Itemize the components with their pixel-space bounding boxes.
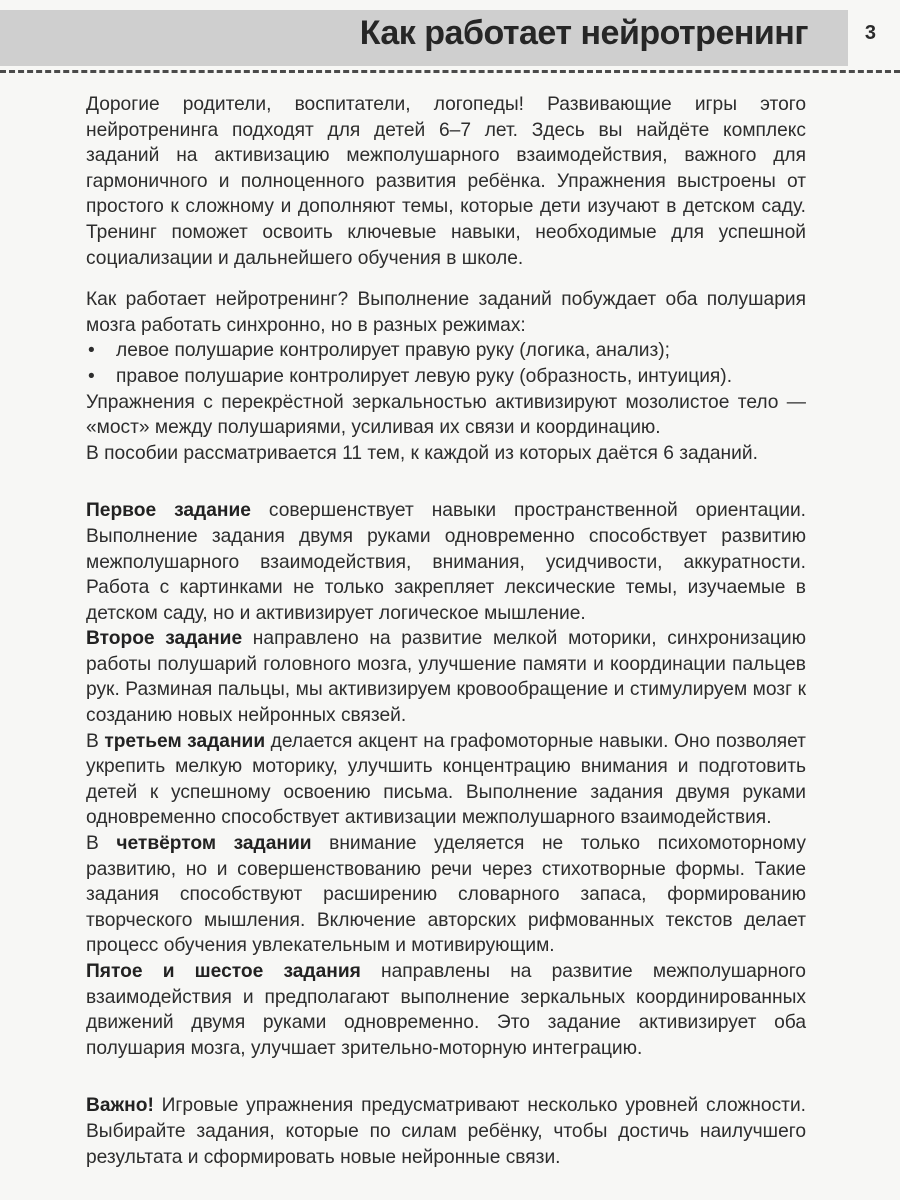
task-4-paragraph <box>86 831 806 959</box>
task-2-paragraph <box>86 626 806 728</box>
task-1-text: совершенствует навыки пространственной ориентации. Выполнение задания двумя руками одновременно способствует развитию межполушарного взаимодействия, внимания, усидчивости, аккуратности. Работа с картинками не только закрепляет лексические темы, изучаемые в детском саду, но и активизирует логическое мышление. <box>86 500 806 624</box>
task-5-6-paragraph <box>86 959 806 1061</box>
task-3-paragraph <box>86 729 806 831</box>
page-body <box>86 92 806 1170</box>
task-4-title: четвёртом задании <box>116 833 312 855</box>
task-3-text: делается акцент на графомоторные навыки. Оно позволяет укрепить мелкую моторику, улучшить концентрацию внимания и подготовить детей к успешному освоению письма. Выполнение задания двумя руками одновременно способствует активизации межполушарного взаимодействия. <box>86 730 806 829</box>
important-paragraph <box>86 1093 806 1170</box>
page-title: Как работает нейротренинг <box>359 14 808 52</box>
task-4-prefix: В <box>86 833 117 855</box>
topics-count-paragraph: В пособии рассматривается 11 тем, к каждой из которых даётся 6 заданий. <box>86 442 758 464</box>
hemisphere-list <box>86 338 806 389</box>
task-5-6-title: Пятое и шестое задания <box>86 961 361 982</box>
task-5-6-text: направлены на развитие межполушарного взаимодействия и предполагают выполнение зеркальных координированных движений двумя руками одновременно. Это задание активизирует оба полушария мозга, улучшает зрительно-моторную интеграцию. <box>86 961 806 1059</box>
page-number: 3 <box>864 22 876 44</box>
important-text: Игровые упражнения предусматривают несколько уровней сложности. Выбирайте задания, которые по силам ребёнку, чтобы достичь наилучшего результата и сформировать новые нейронные связи. <box>86 1095 806 1168</box>
task-2-title: Второе задание <box>86 628 243 650</box>
task-1-paragraph <box>86 498 806 626</box>
header-dashed-divider <box>0 70 900 73</box>
task-4-text: внимание уделяется не только психомоторному развитию, но и совершенствованию речи через стихотворные формы. Такие задания способствуют расширению словарного запаса, формированию творческого мышления. Включение авторских рифмованных текстов делает процесс обучения увлекательным и мотивирующим. <box>86 833 806 957</box>
task-3-title: третьем задании <box>104 730 266 752</box>
important-label: Важно! <box>86 1095 154 1117</box>
list-item: • правое полушарие контролирует левую руку (образность, интуиция). <box>86 364 806 390</box>
list-item: • левое полушарие контролирует правую руку (логика, анализ); <box>86 338 806 364</box>
task-1-title: Первое задание <box>86 500 251 522</box>
how-it-works-paragraph: Как работает нейротренинг? Выполнение заданий побуждает оба полушария мозга работать синхронно, но в разных режимах: <box>86 289 806 336</box>
corpus-callosum-paragraph: Упражнения с перекрёстной зеркальностью активизируют мозолистое тело — «мост» между полушариями, усиливая их связи и координацию. <box>86 391 806 439</box>
task-2-text: направлено на развитие мелкой моторики, синхронизацию работы полушарий головного мозга, улучшение памяти и координации пальцев рук. Разминая пальцы, мы активизируем кровообращение и стимулируем мозг к созданию новых нейронных связей. <box>86 628 806 727</box>
task-3-prefix: В <box>86 730 105 752</box>
intro-paragraph: Дорогие родители, воспитатели, логопеды! Развивающие игры этого нейротренинга подходят для детей 6–7 лет. Здесь вы найдёте комплекс заданий на активизацию межполушарного взаимодействия, важного для гармоничного и полноценного развития ребёнка. Упражнения выстроены от простого к сложному и дополняют темы, которые дети изучают в детском саду. Тренинг поможет освоить ключевые навыки, необходимые для успешной социализации и дальнейшего обучения в школе. <box>86 94 806 269</box>
